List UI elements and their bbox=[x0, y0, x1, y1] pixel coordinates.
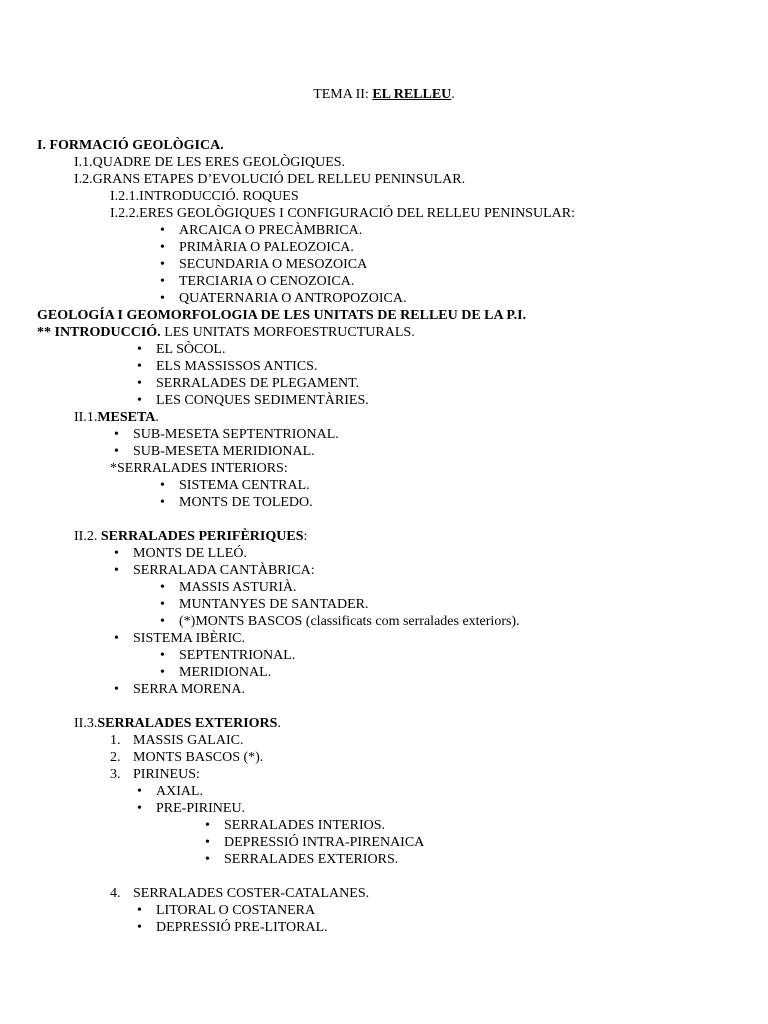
list-item-meseta: SUB-MESETA SEPTENTRIONAL. bbox=[133, 427, 339, 442]
perif-bold: SERRALADES PERIFÈRIQUES bbox=[100, 529, 304, 544]
ext-bold: SERRALADES EXTERIORS bbox=[97, 716, 278, 731]
ext-suffix: . bbox=[277, 716, 281, 731]
bullet-icon: • bbox=[114, 631, 119, 646]
subsection-perifériques bbox=[74, 528, 307, 545]
list-item-perif: MONTS DE LLEÓ. bbox=[133, 546, 247, 561]
list-item-serr-int: SISTEMA CENTRAL. bbox=[179, 478, 310, 493]
bullet-icon: • bbox=[114, 682, 119, 697]
bullet-icon: • bbox=[160, 478, 165, 493]
list-item-prepirineu: DEPRESSIÓ INTRA-PIRENAICA bbox=[224, 835, 425, 850]
bullet-icon: • bbox=[114, 546, 119, 561]
subsection-eres-geologiques: I.2.2.ERES GEOLÒGIQUES I CONFIGURACIÓ DEL RELLEU PENINSULAR: bbox=[110, 206, 575, 221]
list-item-perif: SERRA MORENA. bbox=[133, 682, 246, 697]
list-item-ext: SERRALADES COSTER-CATALANES. bbox=[133, 886, 370, 901]
list-item-prepirineu: SERRALADES INTERIOS. bbox=[224, 818, 386, 833]
bullet-icon: • bbox=[137, 359, 142, 374]
ext-prefix: II.3. bbox=[74, 716, 98, 731]
list-item-pirineus: PRE-PIRINEU. bbox=[156, 801, 246, 816]
list-item-serr-int: MONTS DE TOLEDO. bbox=[179, 495, 313, 510]
list-item-ext: MONTS BASCOS (*). bbox=[133, 750, 264, 765]
bullet-icon: • bbox=[137, 801, 142, 816]
list-item-cantabrica: MUNTANYES DE SANTADER. bbox=[179, 597, 369, 612]
title-prefix: TEMA II: bbox=[313, 87, 373, 102]
bullet-icon: • bbox=[160, 614, 165, 629]
bullet-icon: • bbox=[137, 784, 142, 799]
bullet-icon: • bbox=[160, 665, 165, 680]
bullet-icon: • bbox=[205, 852, 210, 867]
meseta-prefix: II.1. bbox=[74, 410, 98, 425]
list-item-pirineus: AXIAL. bbox=[156, 784, 204, 799]
bullet-icon: • bbox=[137, 920, 142, 935]
list-item-cantabrica: MASSIS ASTURIÀ. bbox=[179, 580, 297, 595]
serralades-interiors-heading: *SERRALADES INTERIORS: bbox=[110, 461, 288, 476]
title-main: EL RELLEU bbox=[372, 87, 452, 102]
list-item-era: ARCAICA O PRECÀMBRICA. bbox=[179, 223, 363, 238]
subsection-grans-etapes: I.2.GRANS ETAPES D’EVOLUCIÓ DEL RELLEU PENINSULAR. bbox=[74, 172, 466, 187]
list-item-era: SECUNDARIA O MESOZOICA bbox=[179, 257, 368, 272]
list-item-unitat: LES CONQUES SEDIMENTÀRIES. bbox=[156, 393, 369, 408]
list-item-costercat: DEPRESSIÓ PRE-LITORAL. bbox=[156, 920, 328, 935]
meseta-suffix: . bbox=[155, 410, 159, 425]
bullet-icon: • bbox=[137, 393, 142, 408]
bullet-icon: • bbox=[114, 427, 119, 442]
section-heading-formacio: I. FORMACIÓ GEOLÒGICA. bbox=[37, 138, 224, 153]
bullet-icon: • bbox=[160, 223, 165, 238]
page-title bbox=[0, 86, 768, 103]
list-item-era: PRIMÀRIA O PALEOZOICA. bbox=[179, 240, 354, 255]
list-item-prepirineu: SERRALADES EXTERIORS. bbox=[224, 852, 399, 867]
meseta-bold: MESETA bbox=[97, 410, 156, 425]
bullet-icon: • bbox=[160, 495, 165, 510]
subsection-quadre: I.1.QUADRE DE LES ERES GEOLÒGIQUES. bbox=[74, 155, 346, 170]
list-item-iberic: MERIDIONAL. bbox=[179, 665, 272, 680]
bullet-icon: • bbox=[160, 291, 165, 306]
list-item-cantabrica: (*)MONTS BASCOS (classificats com serralades exteriors). bbox=[179, 614, 520, 629]
list-item-perif: SERRALADA CANTÀBRICA: bbox=[133, 563, 315, 578]
intro-bold: ** INTRODUCCIÓ. bbox=[37, 325, 161, 340]
list-item-ext: MASSIS GALAIC. bbox=[133, 733, 244, 748]
subsection-introduccio-roques: I.2.1.INTRODUCCIÓ. ROQUES bbox=[110, 189, 299, 204]
bullet-icon: • bbox=[137, 342, 142, 357]
bullet-icon: • bbox=[160, 597, 165, 612]
bullet-icon: • bbox=[160, 257, 165, 272]
bullet-icon: • bbox=[160, 580, 165, 595]
bullet-icon: • bbox=[137, 376, 142, 391]
perif-suffix: : bbox=[303, 529, 308, 544]
list-number: 4. bbox=[110, 886, 121, 901]
bullet-icon: • bbox=[114, 444, 119, 459]
list-item-era: TERCIARIA O CENOZOICA. bbox=[179, 274, 355, 289]
perif-prefix: II.2. bbox=[74, 529, 101, 544]
list-item-unitat: SERRALADES DE PLEGAMENT. bbox=[156, 376, 360, 391]
list-item-perif: SISTEMA IBÈRIC. bbox=[133, 631, 246, 646]
subsection-exteriors bbox=[74, 715, 281, 732]
bullet-icon: • bbox=[114, 563, 119, 578]
bullet-icon: • bbox=[137, 903, 142, 918]
list-item-meseta: SUB-MESETA MERIDIONAL. bbox=[133, 444, 315, 459]
intro-line bbox=[37, 324, 415, 341]
subsection-meseta bbox=[74, 409, 159, 426]
bullet-icon: • bbox=[205, 835, 210, 850]
list-item-costercat: LITORAL O COSTANERA bbox=[156, 903, 316, 918]
bullet-icon: • bbox=[160, 240, 165, 255]
list-number: 1. bbox=[110, 733, 121, 748]
list-item-unitat: EL SÒCOL. bbox=[156, 342, 226, 357]
list-item-era: QUATERNARIA O ANTROPOZOICA. bbox=[179, 291, 407, 306]
title-suffix: . bbox=[451, 87, 455, 102]
list-item-unitat: ELS MASSISSOS ANTICS. bbox=[156, 359, 318, 374]
section-heading-geomorfologia: GEOLOGÍA I GEOMORFOLOGIA DE LES UNITATS DE RELLEU DE LA P.I. bbox=[37, 308, 527, 323]
list-item-iberic: SEPTENTRIONAL. bbox=[179, 648, 296, 663]
bullet-icon: • bbox=[160, 274, 165, 289]
bullet-icon: • bbox=[205, 818, 210, 833]
bullet-icon: • bbox=[160, 648, 165, 663]
list-item-ext: PIRINEUS: bbox=[133, 767, 200, 782]
list-number: 3. bbox=[110, 767, 121, 782]
intro-rest: LES UNITATS MORFOESTRUCTURALS. bbox=[160, 325, 415, 340]
list-number: 2. bbox=[110, 750, 121, 765]
